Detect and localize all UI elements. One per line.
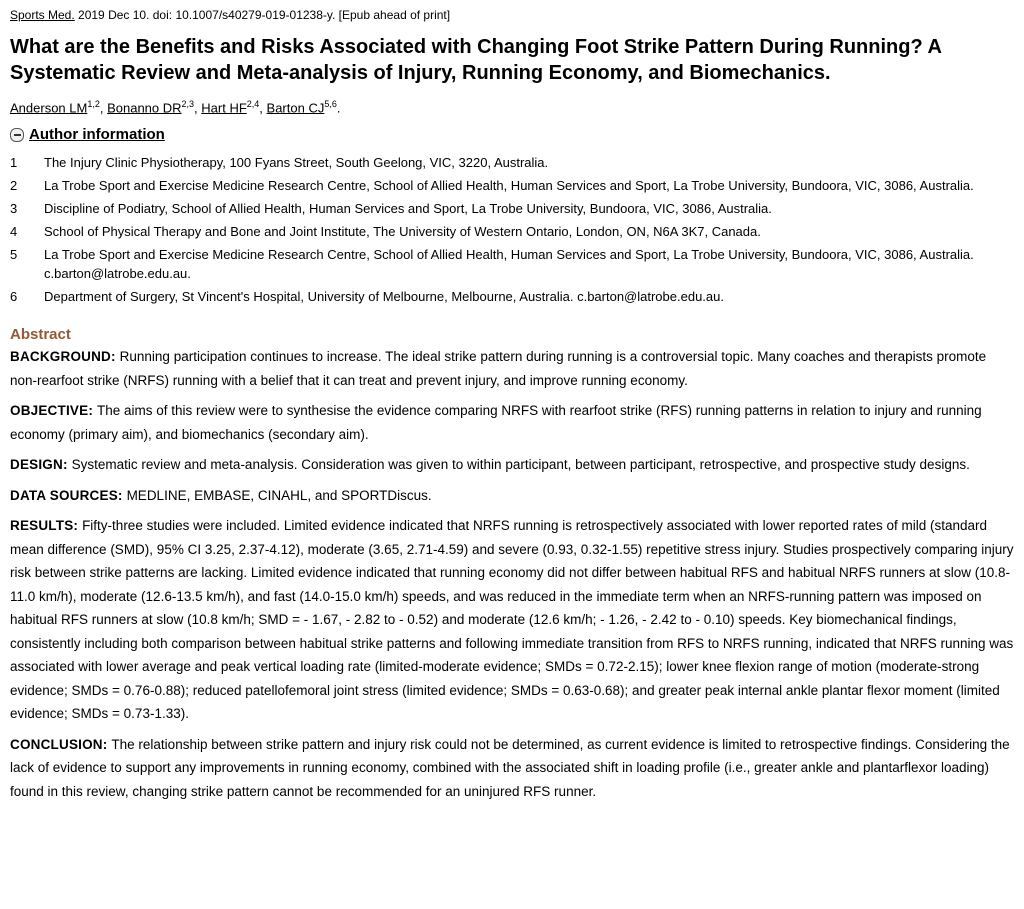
affiliation-item — [10, 287, 1014, 306]
section-text: Systematic review and meta-analysis. Consideration was given to within participant, between participant, retrospective, and prospective study designs. — [71, 457, 970, 473]
section-label: OBJECTIVE — [10, 403, 89, 419]
citation-line — [10, 6, 1014, 24]
affiliation-text: La Trobe Sport and Exercise Medicine Research Centre, School of Allied Health, Human Services and Sport, La Trobe University, Bundoora, VIC, 3086, Australia. c.barton@latrobe.edu.au. — [44, 247, 974, 282]
affiliation-list — [10, 153, 1014, 306]
section-label: DESIGN — [10, 457, 63, 473]
abstract-section-data-sources: DATA SOURCES: MEDLINE, EMBASE, CINAHL, and SPORTDiscus. — [10, 487, 432, 503]
abstract-section-background: BACKGROUND: Running participation continues to increase. The ideal strike pattern during running is a controversial topic. Many coaches and therapists promote non-rearfoot strike (NRFS) running with a belief that it can treat and prevent injury, and improve running economy. — [10, 349, 987, 388]
affiliation-number: 6 — [10, 289, 18, 305]
author-link[interactable]: Anderson LM — [10, 100, 88, 116]
affiliation-text: The Injury Clinic Physiotherapy, 100 Fyans Street, South Geelong, VIC, 3220, Australia. — [44, 155, 549, 171]
affiliation-text: La Trobe Sport and Exercise Medicine Research Centre, School of Allied Health, Human Services and Sport, La Trobe University, Bundoora, VIC, 3086, Australia. — [44, 178, 974, 194]
affiliation-text: School of Physical Therapy and Bone and Joint Institute, The University of Western Ontario, London, ON, N6A 3K7, Canada. — [44, 224, 761, 240]
citation-details: 2019 Dec 10. doi: 10.1007/s40279-019-01238-y. [Epub ahead of print] — [74, 8, 451, 22]
affiliation-text: Department of Surgery, St Vincent's Hospital, University of Melbourne, Melbourne, Australia. c.barton@latrobe.edu.au. — [44, 289, 724, 305]
affiliation-item — [10, 222, 1014, 241]
affiliation-item — [10, 245, 1014, 283]
section-label: DATA SOURCES — [10, 487, 118, 503]
section-label: CONCLUSION — [10, 736, 103, 752]
affiliation-text: Discipline of Podiatry, School of Allied Health, Human Services and Sport, La Trobe University, Bundoora, VIC, 3086, Australia. — [44, 201, 772, 217]
author-information-toggle[interactable] — [10, 126, 1014, 143]
section-text: MEDLINE, EMBASE, CINAHL, and SPORTDiscus. — [126, 487, 432, 503]
abstract-section-objective: OBJECTIVE: The aims of this review were to synthesise the evidence comparing NRFS with rearfoot strike (RFS) running patterns in relation to injury and running economy (primary aim), and biomechanics (secondary aim). — [10, 403, 982, 442]
author-link[interactable]: Barton CJ — [266, 100, 325, 116]
author-affil-sup: 5,6 — [324, 99, 337, 109]
abstract-section-results: RESULTS: Fifty-three studies were included. Limited evidence indicated that NRFS running is retrospectively associated with lower reported rates of mild (standard mean difference (SMD), 95% CI 3.25, 2.37-4.12), moderate (3.65, 2.71-4.59) and severe (0.93, 0.32-1.55) repetitive stress injury. Studies prospectively comparing injury risk between strike patterns are lacking. Limited evidence indicated that running economy did not differ between habitual RFS and habitual NRFS runners at slow (10.8-11.0 km/h), moderate (12.6-13.5 km/h), and fast (14.0-15.0 km/h) speeds, and was reduced in the immediate term when an NRFS-running pattern was imposed on habitual RFS runners at slow (10.8 km/h; SMD = - 1.67, - 2.82 to - 0.52) and moderate (12.6 km/h; - 1.26, - 2.42 to - 0.10) speeds. Key biomechanical findings, consistently including both comparison between habitual strike patterns and following immediate transition from RFS to NRFS running, indicated that NRFS running was associated with lower average and peak vertical loading rate (limited-moderate evidence; SMDs = 0.72-2.15); lower knee flexion range of motion (moderate-strong evidence; SMDs = 0.76-0.88); reduced patellofemoral joint stress (limited evidence; SMDs = 0.63-0.68); and greater peak internal ankle plantar flexor moment (limited evidence; SMDs = 0.73-1.33). — [10, 518, 1014, 722]
section-text: The aims of this review were to synthesise the evidence comparing NRFS with rearfoot strike (RFS) running patterns in relation to injury and running economy (primary aim), and biomechanics (secondary aim). — [10, 403, 982, 442]
affiliation-number: 2 — [10, 178, 18, 194]
affiliation-item — [10, 153, 1014, 172]
affiliation-number: 1 — [10, 155, 18, 171]
article-title: What are the Benefits and Risks Associated with Changing Foot Strike Pattern During Running? A Systematic Review and Meta-analysis of Injury, Running Economy, and Biomechanics. — [10, 36, 942, 84]
author-information-link[interactable]: Author information — [29, 126, 165, 144]
abstract-section-design: DESIGN: Systematic review and meta-analysis. Consideration was given to within participant, between participant, retrospective, and prospective study designs. — [10, 457, 970, 473]
section-label: RESULTS — [10, 518, 74, 534]
section-text: Fifty-three studies were included. Limited evidence indicated that NRFS running is retrospectively associated with lower reported rates of mild (standard mean difference (SMD), 95% CI 3.25, 2.37-4.12), moderate (3.65, 2.71-4.59) and severe (0.93, 0.32-1.55) repetitive stress injury. Studies prospectively comparing injury risk between strike patterns are lacking. Limited evidence indicated that running economy did not differ between habitual RFS and habitual NRFS runners at slow (10.8-11.0 km/h), moderate (12.6-13.5 km/h), and fast (14.0-15.0 km/h) speeds, and was reduced in the immediate term when an NRFS-running pattern was imposed on habitual RFS runners at slow (10.8 km/h; SMD = - 1.67, - 2.82 to - 0.52) and moderate (12.6 km/h; - 1.26, - 2.42 to - 0.10) speeds. Key biomechanical findings, consistently including both comparison between habitual strike patterns and following immediate transition from RFS to NRFS running, indicated that NRFS running was associated with lower average and peak vertical loading rate (limited-moderate evidence; SMDs = 0.72-2.15); lower knee flexion range of motion (moderate-strong evidence; SMDs = 0.76-0.88); reduced patellofemoral joint stress (limited evidence; SMDs = 0.63-0.68); and greater peak internal ankle plantar flexor moment (limited evidence; SMDs = 0.73-1.33). — [10, 518, 1014, 722]
section-label: BACKGROUND — [10, 349, 111, 365]
affiliation-number: 4 — [10, 224, 18, 240]
author-affil-sup: 1,2 — [87, 99, 100, 109]
author-link[interactable]: Hart HF — [201, 100, 247, 116]
abstract-section-conclusion: CONCLUSION: The relationship between strike pattern and injury risk could not be determined, as current evidence is limited to retrospective findings. Considering the lack of evidence to support any improvements in running economy, combined with the associated shift in loading profile (i.e., greater ankle and plantarflexor loading) found in this review, changing strike pattern cannot be recommended for an uninjured RFS runner. — [10, 736, 1010, 799]
section-text: Running participation continues to increase. The ideal strike pattern during running is a controversial topic. Many coaches and therapists promote non-rearfoot strike (NRFS) running with a belief that it can treat and prevent injury, and improve running economy. — [10, 349, 987, 388]
author-link[interactable]: Bonanno DR — [107, 100, 182, 116]
affiliation-item — [10, 199, 1014, 218]
collapse-minus-icon[interactable] — [10, 128, 24, 142]
section-text: The relationship between strike pattern and injury risk could not be determined, as current evidence is limited to retrospective findings. Considering the lack of evidence to support any improvements in running economy, combined with the associated shift in loading profile (i.e., greater ankle and plantarflexor loading) found in this review, changing strike pattern cannot be recommended for an uninjured RFS runner. — [10, 736, 1010, 799]
journal-link[interactable]: Sports Med. — [10, 8, 75, 22]
author-affil-sup: 2,3 — [181, 99, 195, 109]
author-affil-sup: 2,4 — [246, 99, 260, 109]
abstract-heading: Abstract — [10, 326, 71, 344]
affiliation-item — [10, 176, 1014, 195]
affiliation-number: 3 — [10, 201, 18, 217]
affiliation-number: 5 — [10, 247, 18, 263]
author-list: Anderson LM$^{1,2}$, Bonanno DR$^{2,3}$, Hart HF$^{2,4}$, Barton CJ$^{5,6}$. — [10, 99, 341, 116]
